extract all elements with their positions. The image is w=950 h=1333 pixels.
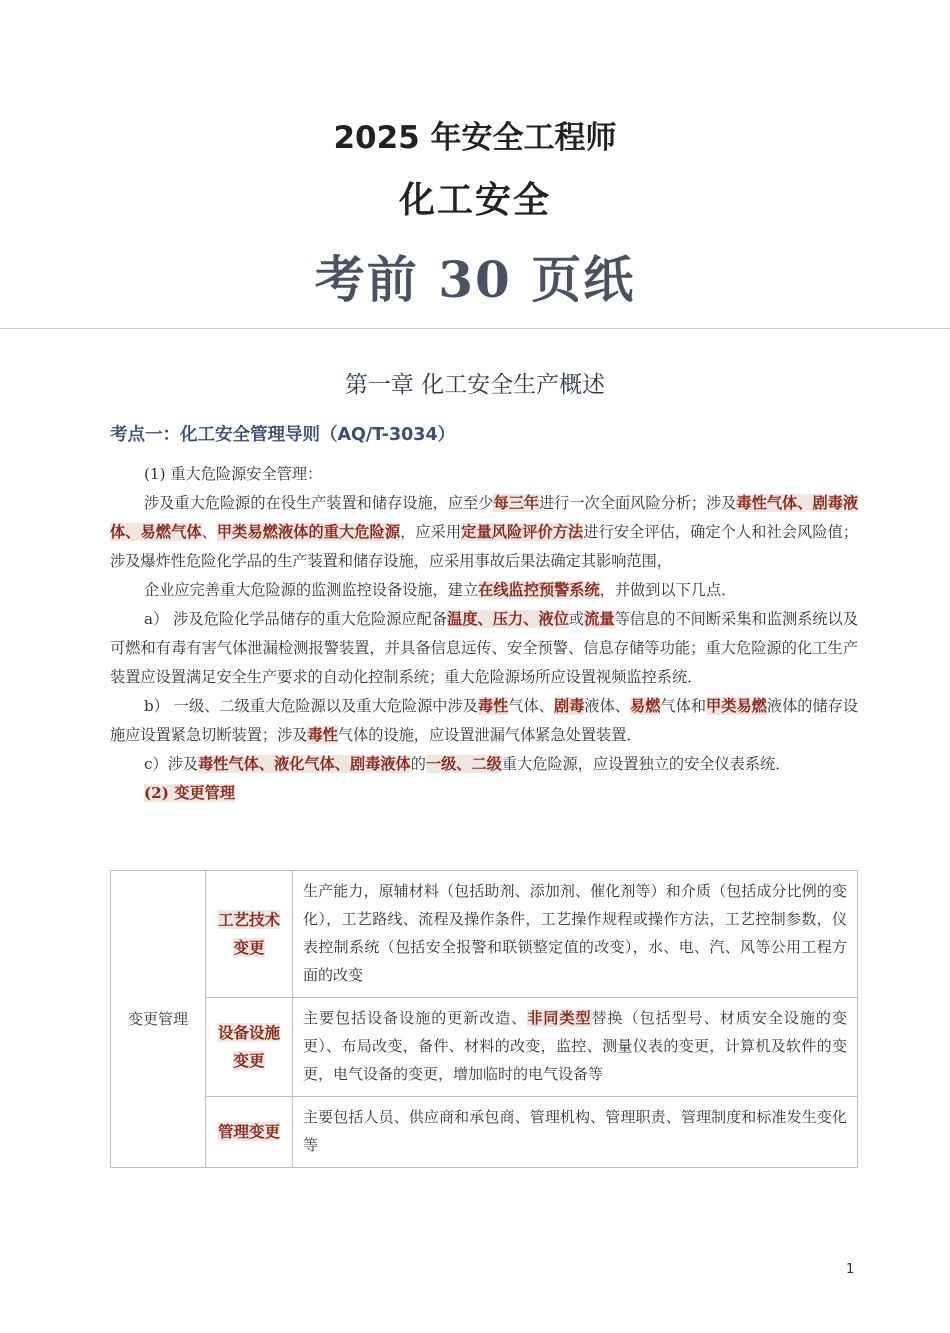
text-segment: 重大危险源，应设置独立的安全仪表系统．	[501, 755, 791, 773]
subcategory-label: 管理变更	[217, 1122, 280, 1141]
text-segment: 等信息的不间断采集和监测系统以及可燃和有毒有害气体泄漏检测报警装置，并具备信息远传、安全预警、信息存储等功能；重大危险源的化工生产装置应设置满足安全生产要求的自动化控制系统；重大危险源场所应设置视频监控系统．	[110, 610, 859, 686]
paragraph-item-c	[110, 750, 858, 779]
paragraph-major-hazard-title: (1) 重大危险源安全管理：	[144, 465, 323, 483]
highlight-text: 毒性	[477, 697, 509, 715]
highlight-text: 毒性气体、液化气体、剧毒液体	[198, 755, 411, 773]
highlight-text: 甲类易燃液体的重大危险源	[216, 523, 401, 541]
highlight-text: 剧毒	[553, 697, 585, 715]
document-title-subject: 化工安全	[398, 180, 551, 221]
text-segment: 或	[568, 610, 585, 628]
subcategory-label: 工艺技术变更	[217, 910, 280, 957]
highlight-text: 甲类易燃	[706, 697, 767, 715]
text-segment: b） 一级、二级重大危险源以及重大危险源中涉及	[144, 697, 478, 715]
section-heading: 考点一：化工安全管理导则（AQ/T-3034）	[110, 425, 456, 445]
highlight-text: 非同类型	[527, 1009, 592, 1027]
table-subcategory-cell	[206, 1097, 293, 1168]
change-management-table	[110, 870, 858, 1168]
highlight-text: 温度、压力、液位	[447, 610, 569, 628]
table-row	[111, 1097, 858, 1168]
highlight-text: 易燃	[629, 697, 661, 715]
text-segment: 的	[410, 755, 426, 773]
text-segment: ，并做到以下几点．	[599, 581, 737, 599]
paragraph-monitoring	[110, 576, 858, 605]
table-category-cell: 变更管理	[111, 871, 206, 1168]
paragraph-item-a	[110, 605, 858, 692]
text-segment: 涉及重大危险源的在役生产装置和储存设施，应至少	[144, 494, 494, 512]
text-segment: 进行安全评估，确定个人和社会风险值；涉及爆炸性危险化学品的生产装置和储存设施，应采用事故后果法确定其影响范围，	[110, 523, 859, 570]
paragraph-risk-analysis	[110, 489, 858, 576]
text-segment: 气体和	[660, 697, 707, 715]
subheading-text: (2) 变更管理	[144, 784, 235, 802]
subcategory-label: 设备设施变更	[217, 1023, 280, 1070]
text-segment: c）涉及	[144, 755, 199, 773]
table-row	[111, 998, 858, 1097]
table-subcategory-cell	[206, 998, 293, 1097]
paragraph-item-b	[110, 692, 858, 750]
document-title-year: 2025 年安全工程师	[333, 120, 617, 156]
text-segment: a） 涉及危险化学品储存的重大危险源应配备	[144, 610, 448, 628]
text-segment: 进行一次全面风险分析；涉及	[538, 494, 737, 512]
header-divider	[0, 328, 950, 329]
table-subcategory-cell	[206, 871, 293, 998]
document-title-main: 考前 30 页纸	[314, 250, 636, 309]
table-description-cell	[293, 998, 858, 1097]
text-segment: 气体的设施，应设置泄漏气体紧急处置装置．	[337, 726, 642, 744]
highlight-text: 毒性	[307, 726, 338, 744]
highlight-text: 定量风险评价方法	[461, 523, 584, 541]
subheading-change-management	[110, 779, 858, 808]
table-row	[111, 871, 858, 998]
text-segment: ，应采用	[400, 523, 462, 541]
text-segment: 主要包括设备设施的更新改造、	[303, 1009, 528, 1027]
highlight-text: 流量	[584, 610, 615, 628]
text-segment: 替换（包括型号、材质安全设施的变更）、布局改变，备件、材料的改变，监控、测量仪表的变更，计算机及软件的变更，电气设备的变更，增加临时的电气设备等	[303, 1009, 847, 1083]
table-description-cell: 生产能力，原辅材料（包括助剂、添加剂、催化剂等）和介质（包括成分比例的变化），工艺路线、流程及操作条件，工艺操作规程或操作方法，工艺控制参数，仪表控制系统（包括安全报警和联锁整定值的改变），水、电、汽、风等公用工程方面的改变	[293, 871, 858, 998]
table-description-cell: 主要包括人员、供应商和承包商、管理机构、管理职责、管理制度和标准发生变化等	[293, 1097, 858, 1168]
highlight-text: 毒性气体、剧毒液体、易燃气体	[110, 494, 859, 541]
text-segment: 液体、	[584, 697, 630, 715]
highlight-text: 每三年	[493, 494, 539, 512]
document-body	[110, 460, 858, 808]
text-segment: 企业应完善重大危险源的监测监控设备设施，建立	[144, 581, 479, 599]
text-segment: 液体的储存设施应设置紧急切断装置；涉及	[110, 697, 859, 744]
chapter-heading: 第一章 化工安全生产概述	[344, 372, 606, 398]
page-number: 1	[846, 1262, 855, 1277]
text-segment: 气体、	[508, 697, 554, 715]
highlight-text: 在线监控预警系统	[478, 581, 600, 599]
text-segment: 、	[201, 523, 217, 541]
highlight-text: 一级、二级	[425, 755, 502, 773]
